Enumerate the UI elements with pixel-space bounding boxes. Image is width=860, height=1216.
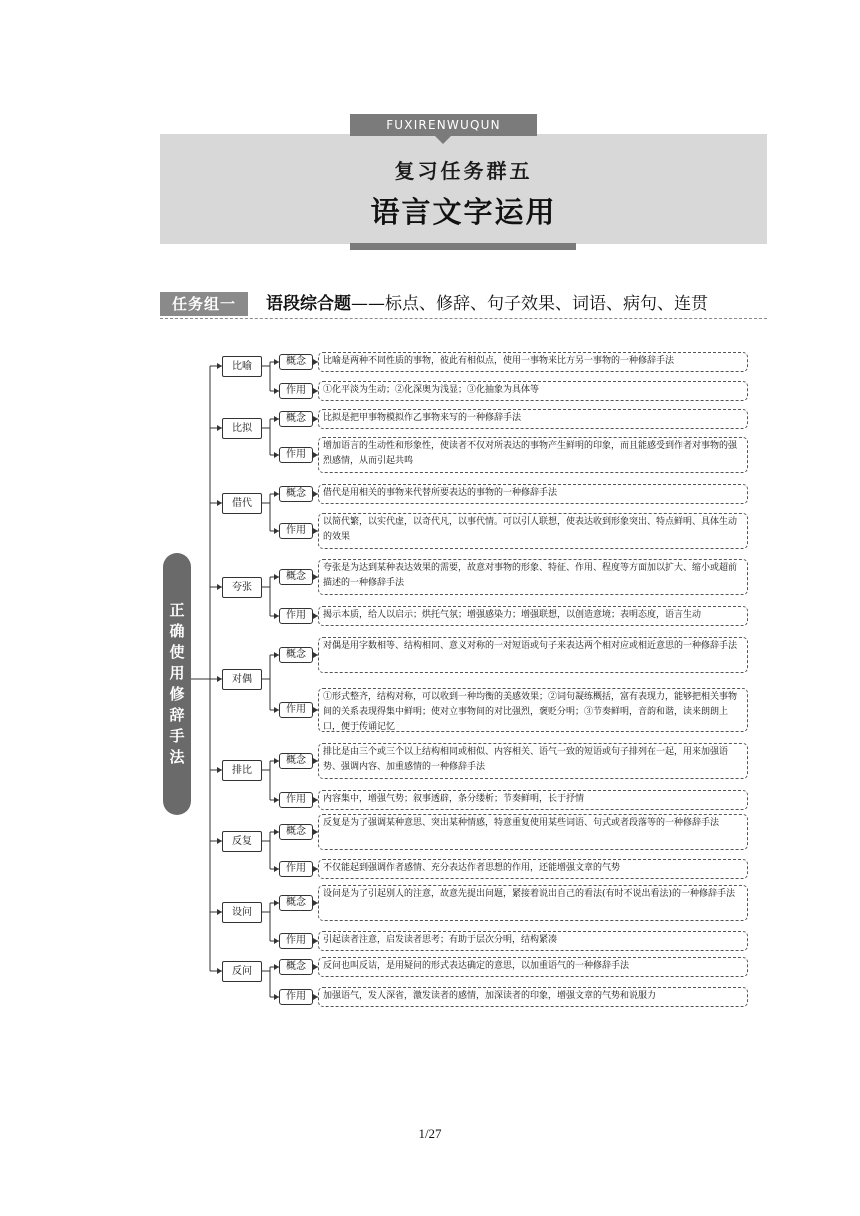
header-title: 语言文字运用 <box>370 195 557 229</box>
concept-text: 反复是为了强调某种意思、突出某种情感，特意重复使用某些词语、句式或者段落等的一种修辞手法 <box>318 814 748 850</box>
concept-text: 比拟是把甲事物模拟作乙事物来写的一种修辞手法 <box>318 409 748 429</box>
effect-tag: 作用 <box>279 447 313 463</box>
effect-text: ①形式整齐，结构对称，可以收到一种均衡的美感效果；②词句凝练概括，富有表现力，能够把相关事物间的关系表现得集中鲜明；使对立事物间的对比强烈，褒贬分明；③节奏鲜明，音韵和谐，读来朗朗上口，便于传诵记忆 <box>318 688 748 732</box>
effect-tag: 作用 <box>279 792 313 808</box>
concept-text: 排比是由三个或三个以上结构相同或相似、内容相关、语气一致的短语或句子排列在一起，用来加强语势、强调内容、加重感情的一种修辞手法 <box>318 743 748 779</box>
category-node: 反复 <box>222 831 262 852</box>
concept-text: 比喻是两种不同性质的事物，彼此有相似点，使用一事物来比方另一事物的一种修辞手法 <box>318 352 748 372</box>
concept-tag: 概念 <box>279 753 313 769</box>
concept-tag: 概念 <box>279 569 313 585</box>
concept-tag: 概念 <box>279 486 313 502</box>
effect-text: ①化平淡为生动；②化深奥为浅显；③化抽象为具体等 <box>318 381 748 401</box>
concept-tag: 概念 <box>279 824 313 840</box>
page-number: 1/27 <box>418 1126 442 1141</box>
effect-text: 内容集中，增强气势；叙事透辟，条分缕析；节奏鲜明，长于抒情 <box>318 790 748 810</box>
category-node: 借代 <box>222 493 262 514</box>
header-tab: FUXIRENWUQUN <box>350 114 537 136</box>
header-subtitle: 复习任务群五 <box>394 159 533 183</box>
effect-tag: 作用 <box>279 702 313 718</box>
effect-text: 不仅能起到强调作者感情、充分表达作者思想的作用，还能增强文章的气势 <box>318 859 748 879</box>
category-node: 比喻 <box>222 356 262 377</box>
mindmap-root-label: 正确使用修辞手法 <box>169 601 185 766</box>
mindmap-root <box>163 553 191 815</box>
category-node: 比拟 <box>222 418 262 439</box>
effect-tag: 作用 <box>279 933 313 949</box>
effect-text: 引起读者注意，启发读者思考；有助于层次分明，结构紧凑 <box>318 931 748 951</box>
section-title-rest: ——标点、修辞、句子效果、词语、病句、连贯 <box>351 294 708 314</box>
effect-text: 加强语气，发人深省，激发读者的感情，加深读者的印象，增强文章的气势和说服力 <box>318 987 748 1007</box>
category-node: 对偶 <box>222 669 262 690</box>
category-node: 反问 <box>222 961 262 982</box>
section-title-bold: 语段综合题 <box>266 294 351 314</box>
concept-text: 夸张是为达到某种表达效果的需要，故意对事物的形象、特征、作用、程度等方面加以扩大、缩小或超前描述的一种修辞手法 <box>318 559 748 595</box>
concept-tag: 概念 <box>279 411 313 427</box>
category-node: 设问 <box>222 902 262 923</box>
concept-text: 反问也叫反诘，是用疑问的形式表达确定的意思，以加重语气的一种修辞手法 <box>318 957 748 977</box>
concept-tag: 概念 <box>279 354 313 370</box>
effect-tag: 作用 <box>279 861 313 877</box>
effect-text: 揭示本质，给人以启示；烘托气氛；增强感染力；增强联想，以创造意境；表明态度，语言生动 <box>318 606 748 626</box>
effect-text: 以简代繁，以实代虚，以奇代凡，以事代情。可以引人联想，使表达收到形象突出、特点鲜明、具体生动的效果 <box>318 513 748 549</box>
section-badge: 任务组一 <box>160 292 248 316</box>
concept-tag: 概念 <box>279 959 313 975</box>
concept-tag: 概念 <box>279 647 313 663</box>
effect-tag: 作用 <box>279 989 313 1005</box>
concept-text: 设问是为了引起别人的注意，故意先提出问题，紧接着说出自己的看法(有时不说出看法)的一种修辞手法 <box>318 885 748 921</box>
effect-tag: 作用 <box>279 608 313 624</box>
effect-tag: 作用 <box>279 523 313 539</box>
category-node: 夸张 <box>222 577 262 598</box>
effect-tag: 作用 <box>279 383 313 399</box>
concept-text: 借代是用相关的事物来代替所要表达的事物的一种修辞手法 <box>318 484 748 504</box>
concept-text: 对偶是用字数相等、结构相同、意义对称的一对短语或句子来表达两个相对应或相近意思的一种修辞手法 <box>318 637 748 673</box>
category-node: 排比 <box>222 760 262 781</box>
effect-text: 增加语言的生动性和形象性，使读者不仅对所表达的事物产生鲜明的印象，而且能感受到作者对事物的强烈感情，从而引起共鸣 <box>318 437 748 473</box>
concept-tag: 概念 <box>279 895 313 911</box>
